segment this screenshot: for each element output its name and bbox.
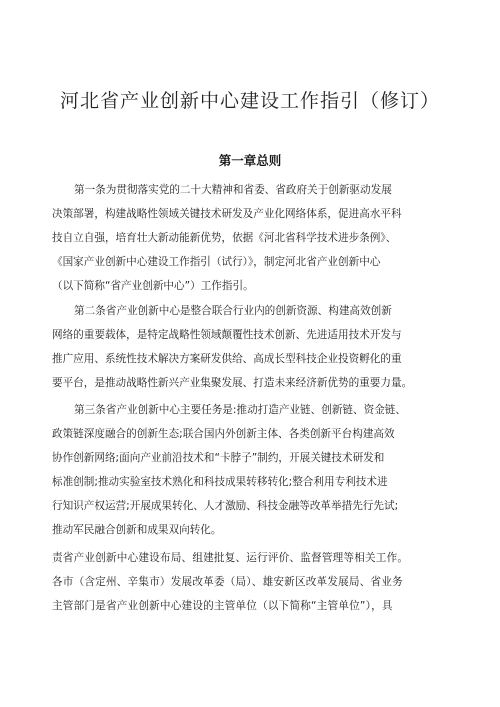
- text-line: 要平台，是推动战略性新兴产业集聚发展、打造未来经济新优势的重要力量。: [52, 377, 413, 389]
- text-line: 行知识产权运营;开展成果转化、人才激励、科技金融等改革举措先行先试;: [52, 500, 399, 512]
- text-line: 技自立自强，培育壮大新动能新优势，依据《河北省科学技术进步条例》、: [52, 232, 397, 244]
- document-title: 河北省产业创新中心建设工作指引（修订）: [59, 90, 440, 112]
- text-line: 各市（含定州、辛集市）发展改革委（局）、雄安新区改革发展局、省业务: [52, 576, 403, 588]
- text-line: 第一条为贯彻落实党的二十大精神和省委、省政府关于创新驱动发展: [74, 184, 392, 196]
- chapter-heading: 第一章总则: [218, 153, 282, 168]
- text-line: 第二条省产业创新中心是整合联合行业内的创新资源、构建高效创新: [74, 305, 392, 317]
- text-line: （以下简称“省产业创新中心”）工作指引。: [52, 280, 254, 292]
- text-line: 协作创新网络;面向产业前沿技术和“卡脖子”制约，开展关键技术研发和: [52, 452, 385, 464]
- text-line: 责省产业创新中心建设布局、组建批复、运行评价、监督管理等相关工作。: [52, 552, 409, 564]
- article-3-paragraph: [52, 398, 454, 542]
- text-line: 《国家产业创新中心建设工作指引（试行）》，制定河北省产业创新中心: [52, 256, 381, 268]
- text-line: 推动军民融合创新和成果双向转化。: [52, 524, 222, 536]
- text-line: 政策链深度融合的创新生态;联合国内外创新主体、各类创新平台构建高效: [52, 428, 395, 440]
- text-line: 主管部门是省产业创新中心建设的主管单位（以下简称“主管单位”），具: [52, 600, 393, 612]
- article-2-paragraph: [52, 299, 454, 395]
- article-1-paragraph: [52, 178, 454, 298]
- text-line: 第三条省产业创新中心主要任务是:推动打造产业链、创新链、资金链、: [74, 404, 406, 416]
- article-4-paragraph: [52, 546, 454, 618]
- text-line: 决策部署，构建战略性领域关键技术研发及产业化网络体系，促进高水平科: [52, 208, 402, 220]
- text-line: 网络的重要载体，是特定战略性领域颠覆性技术创新、先进适用技术开发与: [52, 329, 402, 341]
- text-line: 推广应用、系统性技术解决方案研发供给、高成长型科技企业投资孵化的重: [52, 353, 402, 365]
- text-line: 标准创制;推动实验室技术熟化和科技成果转移转化;整合利用专利技术进: [52, 476, 388, 488]
